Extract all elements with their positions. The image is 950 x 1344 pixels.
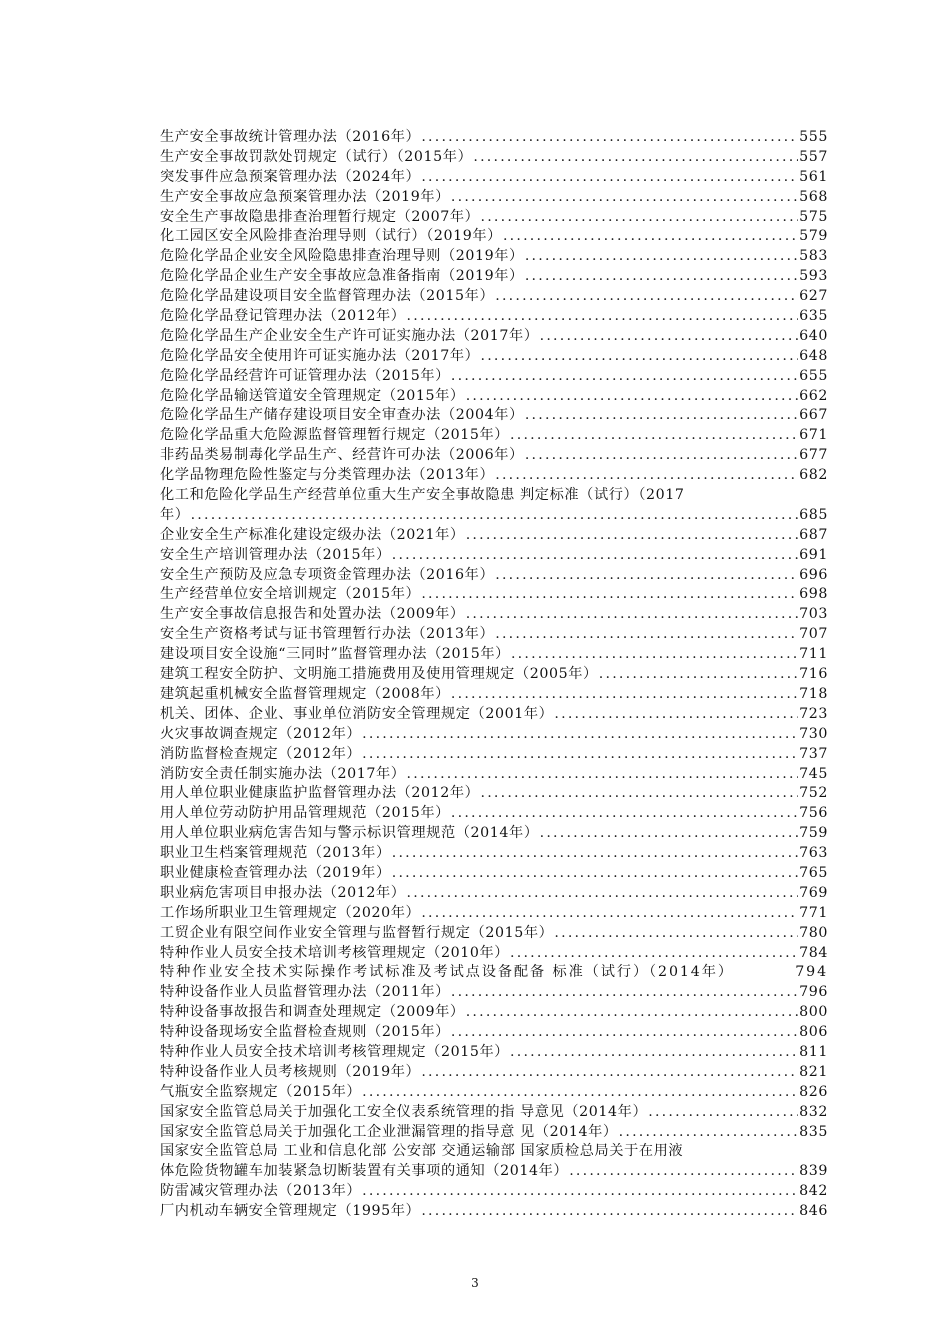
toc-entry-page: 826 [799,1083,828,1100]
toc-entry-title: 建设项目安全设施“三同时”监督管理办法（2015年） [160,646,510,663]
toc-entry-page: 698 [799,586,828,603]
toc-entry[interactable] [160,1083,828,1103]
toc-entry-title: 用人单位劳动防护用品管理规范（2015年） [160,805,450,822]
toc-entry-title: 特种设备作业人员考核规则（2019年） [160,1063,421,1080]
toc-entry-page: 685 [799,506,828,523]
toc-entry[interactable] [160,844,828,864]
page-number: 3 [471,1276,479,1290]
toc-entry[interactable] [160,1162,828,1182]
toc-entry-page: 627 [799,288,828,305]
toc-entry-title: 国家安全监管总局关于加强化工企业泄漏管理的指导意 见（2014年） [160,1123,618,1140]
toc-entry-title: 职业健康检查管理办法（2019年） [160,864,391,881]
dot-leader [392,844,798,864]
toc-entry[interactable] [160,665,828,685]
dot-leader [421,168,798,188]
toc-entry-title: 生产安全事故信息报告和处置办法（2009年） [160,606,465,623]
toc-entry-title: 危险化学品生产企业安全生产许可证实施办法（2017年） [160,327,539,344]
toc-entry[interactable] [160,486,828,506]
dot-leader [495,566,798,586]
toc-entry-page: 800 [799,1004,828,1021]
toc-entry-title: 防雷减灾管理办法（2013年） [160,1183,362,1200]
toc-entry-page: 842 [799,1183,828,1200]
toc-entry[interactable] [160,963,828,983]
toc-entry[interactable] [160,168,828,188]
toc-entry[interactable] [160,446,828,466]
toc-entry[interactable] [160,148,828,168]
dot-leader [525,406,798,426]
toc-entry-title: 生产经营单位安全培训规定（2015年） [160,586,421,603]
toc-entry-title: 安全生产培训管理办法（2015年） [160,546,391,563]
toc-entry[interactable] [160,1123,828,1143]
dot-leader [451,188,798,208]
dot-leader [480,208,798,228]
toc-entry-title: 突发事件应急预案管理办法（2024年） [160,168,421,185]
toc-entry-title: 特种设备事故报告和调查处理规定（2009年） [160,1004,465,1021]
toc-entry[interactable] [160,983,828,1003]
dot-leader [362,1182,798,1202]
toc-entry[interactable] [160,1023,828,1043]
dot-leader [421,128,798,148]
dot-leader [540,327,798,347]
toc-entry-page: 648 [799,347,828,364]
toc-entry-title: 危险化学品建设项目安全监督管理办法（2015年） [160,288,495,305]
toc-entry-page: 796 [799,984,828,1001]
toc-entry-page: 583 [799,248,828,265]
dot-leader [554,924,798,944]
dot-leader [451,367,798,387]
toc-entry-title: 安全生产事故隐患排查治理暂行规定（2007年） [160,208,480,225]
toc-entry-title: 机关、团体、企业、事业单位消防安全管理规定（2001年） [160,705,554,722]
toc-entry-title: 国家安全监管总局 工业和信息化部 公安部 交通运输部 国家质检总局关于在用液 [160,1143,684,1160]
dot-leader [619,1123,798,1143]
toc-entry[interactable] [160,426,828,446]
toc-entry-page: 687 [799,526,828,543]
toc-entry-page: 765 [799,864,828,881]
dot-leader [421,1063,798,1083]
toc-entry-title: 消防安全责任制实施办法（2017年） [160,765,406,782]
toc-entry[interactable] [160,327,828,347]
toc-entry[interactable] [160,824,828,844]
toc-entry-page: 763 [799,845,828,862]
toc-entry-page: 832 [799,1103,828,1120]
toc-entry-title: 特种设备现场安全监督检查规则（2015年） [160,1024,450,1041]
toc-entry-page: 718 [799,685,828,702]
dot-leader [362,745,798,765]
toc-entry-title: 消防监督检查规定（2012年） [160,745,362,762]
toc-entry[interactable] [160,705,828,725]
toc-entry-page: 769 [799,884,828,901]
toc-entry-title: 气瓶安全监察规定（2015年） [160,1083,362,1100]
toc-entry-title: 危险化学品登记管理办法（2012年） [160,308,406,325]
dot-leader [407,307,799,327]
toc-entry-title: 建筑起重机械安全监督管理规定（2008年） [160,685,450,702]
toc-entry[interactable] [160,406,828,426]
toc-entry[interactable] [160,1063,828,1083]
toc-entry-page: 655 [799,367,828,384]
toc-entry[interactable] [160,1003,828,1023]
toc-entry[interactable] [160,247,828,267]
toc-entry[interactable] [160,1043,828,1063]
toc-entry-page: 707 [799,626,828,643]
toc-entry[interactable] [160,208,828,228]
toc-entry-title: 生产安全事故应急预案管理办法（2019年） [160,188,450,205]
toc-entry[interactable] [160,1182,828,1202]
toc-entry-page: 821 [799,1063,828,1080]
toc-entry-page: 846 [799,1203,828,1220]
toc-entry-page: 703 [799,606,828,623]
toc-entry[interactable] [160,227,828,247]
toc-entry-title: 体危险货物罐车加装紧急切断装置有关事项的通知（2014年） [160,1163,569,1180]
toc-entry[interactable] [160,804,828,824]
toc-entry-title: 年） [160,506,190,523]
toc-entry-page: 716 [799,666,828,683]
dot-leader [480,347,798,367]
toc-entry-page: 593 [799,268,828,285]
toc-entry-title: 危险化学品输送管道安全管理规定（2015年） [160,387,465,404]
toc-entry-title: 非药品类易制毒化学品生产、经营许可办法（2006年） [160,447,524,464]
toc-entry-page: 696 [799,566,828,583]
toc-entry-page: 780 [799,924,828,941]
toc-entry-page: 723 [799,705,828,722]
dot-leader [495,625,798,645]
toc-entry-page: 575 [799,208,828,225]
toc-entry-title: 厂内机动车辆安全管理规定（1995年） [160,1203,421,1220]
toc-entry-page: 811 [799,1043,828,1060]
dot-leader [525,267,798,287]
dot-leader [451,983,798,1003]
toc-entry-title: 化工园区安全风险排查治理导则（试行）（2019年） [160,228,502,245]
dot-leader [525,446,798,466]
toc-entry[interactable] [160,784,828,804]
dot-leader [510,944,798,964]
toc-entry-page: 711 [799,646,828,663]
toc-entry-title: 危险化学品重大危险源监督管理暂行规定（2015年） [160,427,510,444]
dot-leader [407,765,799,785]
toc-entry[interactable] [160,605,828,625]
toc-entry-title: 危险化学品安全使用许可证实施办法（2017年） [160,347,480,364]
toc-entry-page: 557 [799,148,828,165]
dot-leader [495,466,798,486]
toc-entry-title: 工作场所职业卫生管理规定（2020年） [160,904,421,921]
toc-entry[interactable] [160,685,828,705]
toc-entry[interactable] [160,645,828,665]
toc-entry-page: 640 [799,327,828,344]
dot-leader [503,227,798,247]
toc-entry-title: 危险化学品经营许可证管理办法（2015年） [160,367,450,384]
dot-leader [407,884,799,904]
dot-leader [191,506,799,526]
toc-entry[interactable] [160,725,828,745]
toc-entry-title: 危险化学品企业生产安全事故应急准备指南（2019年） [160,268,524,285]
toc-entry-page: 671 [799,427,828,444]
dot-leader [421,585,798,605]
toc-entry-page: 682 [799,467,828,484]
toc-entry[interactable] [160,506,828,526]
toc-entry[interactable] [160,387,828,407]
toc-entry-page: 835 [799,1123,828,1140]
toc-entry[interactable] [160,347,828,367]
toc-entry[interactable] [160,625,828,645]
toc-entry-page: 691 [799,546,828,563]
toc-entry[interactable] [160,944,828,964]
toc-entry[interactable] [160,924,828,944]
dot-leader [480,784,798,804]
toc-entry-page: 756 [799,805,828,822]
toc-entry[interactable] [160,585,828,605]
toc-entry[interactable] [160,864,828,884]
toc-entry-title: 特种设备作业人员监督管理办法（2011年） [160,984,450,1001]
toc-entry-page: 737 [799,745,828,762]
toc-entry-title: 安全生产资格考试与证书管理暂行办法（2013年） [160,626,495,643]
toc-entry-page: 794 [795,964,828,981]
toc-entry-page: 677 [799,447,828,464]
toc-entry[interactable] [160,307,828,327]
dot-leader [362,725,798,745]
toc-entry-page: 579 [799,228,828,245]
dot-leader [362,1083,798,1103]
toc-entry-page: 730 [799,725,828,742]
toc-entry-title: 特种作业人员安全技术培训考核管理规定（2015年） [160,1043,510,1060]
dot-leader [473,148,798,168]
toc-entry-page: 839 [799,1163,828,1180]
dot-leader [451,685,798,705]
dot-leader [540,824,798,844]
dot-leader [554,705,798,725]
dot-leader [495,287,798,307]
toc-entry-title: 建筑工程安全防护、文明施工措施费用及使用管理规定（2005年） [160,666,598,683]
toc-entry-page: 806 [799,1024,828,1041]
toc-entry-title: 特种作业人员安全技术培训考核管理规定（2010年） [160,944,510,961]
toc-entry[interactable] [160,546,828,566]
toc-entry-page: 561 [799,168,828,185]
toc-entry[interactable] [160,745,828,765]
toc-entry-title: 工贸企业有限空间作业安全管理与监督暂行规定（2015年） [160,924,554,941]
toc-entry[interactable] [160,188,828,208]
toc-entry[interactable] [160,765,828,785]
dot-leader [392,546,798,566]
toc-entry-title: 国家安全监管总局关于加强化工安全仪表系统管理的指 导意见（2014年） [160,1103,648,1120]
toc-entry-title: 火灾事故调查规定（2012年） [160,725,362,742]
dot-leader [511,645,798,665]
dot-leader [466,605,798,625]
toc-entry-title: 危险化学品生产储存建设项目安全审查办法（2004年） [160,407,524,424]
dot-leader [648,1103,798,1123]
toc-entry[interactable] [160,1142,828,1162]
dot-leader [466,526,798,546]
toc-entry[interactable] [160,267,828,287]
toc-entry-title: 生产安全事故统计管理办法（2016年） [160,129,421,145]
toc-entry-page: 771 [799,904,828,921]
dot-leader [599,665,798,685]
toc-entry-page: 745 [799,765,828,782]
toc-entry[interactable] [160,566,828,586]
toc-entry-page: 662 [799,387,828,404]
toc-entry-title: 化工和危险化学品生产经营单位重大生产安全事故隐患 判定标准（试行）（2017 [160,487,685,504]
toc-entry-title: 职业卫生档案管理规范（2013年） [160,845,391,862]
toc-entry-title: 生产安全事故罚款处罚规定（试行）（2015年） [160,148,473,165]
toc-entry[interactable] [160,466,828,486]
toc-entry-title: 特种作业安全技术实际操作考试标准及考试点设备配备 标准（试行）（2014年） [160,964,734,981]
table-of-contents [160,128,828,1222]
toc-entry-page: 635 [799,308,828,325]
toc-entry[interactable] [160,526,828,546]
toc-entry-title: 危险化学品企业安全风险隐患排查治理导则（2019年） [160,248,524,265]
toc-entry-title: 企业安全生产标准化建设定级办法（2021年） [160,526,465,543]
toc-entry-title: 用人单位职业病危害告知与警示标识管理规范（2014年） [160,825,539,842]
dot-leader [451,804,798,824]
dot-leader [466,387,798,407]
toc-entry[interactable] [160,1103,828,1123]
toc-entry[interactable] [160,884,828,904]
toc-entry-page: 555 [799,129,828,145]
toc-entry-page: 759 [799,825,828,842]
dot-leader [510,426,798,446]
toc-entry-page: 568 [799,188,828,205]
toc-entry-title: 化学品物理危险性鉴定与分类管理办法（2013年） [160,467,495,484]
dot-leader [569,1162,798,1182]
dot-leader [392,864,798,884]
toc-entry-title: 用人单位职业健康监护监督管理办法（2012年） [160,785,480,802]
toc-entry[interactable] [160,367,828,387]
dot-leader [451,1023,798,1043]
toc-entry[interactable] [160,1202,828,1222]
toc-entry-title: 职业病危害项目申报办法（2012年） [160,884,406,901]
toc-entry-page: 667 [799,407,828,424]
dot-leader [510,1043,798,1063]
toc-entry-page: 784 [799,944,828,961]
toc-entry[interactable] [160,904,828,924]
dot-leader [421,1202,798,1222]
dot-leader [525,247,798,267]
toc-entry[interactable] [160,287,828,307]
toc-entry-page: 752 [799,785,828,802]
toc-entry[interactable] [160,128,828,148]
toc-entry-title: 安全生产预防及应急专项资金管理办法（2016年） [160,566,495,583]
dot-leader [466,1003,798,1023]
dot-leader [421,904,798,924]
